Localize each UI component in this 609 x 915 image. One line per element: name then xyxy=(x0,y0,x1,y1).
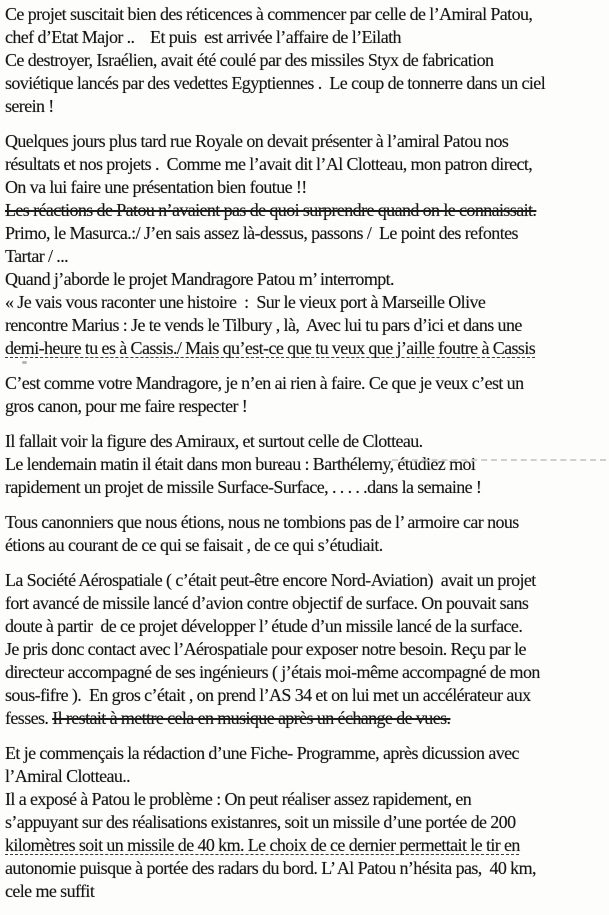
text-line xyxy=(5,638,609,661)
text-line xyxy=(5,534,609,557)
text-segment: résultats et nos projets . Comme me l’avait dit l’Al Clotteau, mon patron direct, xyxy=(5,154,533,174)
underlined-text: demi-heure tu es à Cassis./ Mais qu’est-ce que tu veux que j’aille foutre à Cassis xyxy=(5,338,536,358)
text-segment: Il a exposé à Patou le problème : On peut réaliser assez rapidement, en xyxy=(5,789,472,809)
text-line xyxy=(5,707,609,730)
text-line xyxy=(5,430,609,453)
paragraph xyxy=(5,372,609,418)
paragraph xyxy=(5,569,609,730)
text-line xyxy=(5,153,609,176)
text-segment: « Je vais vous raconter une histoire : Sur le vieux port à Marseille Olive xyxy=(5,292,486,312)
text-segment: étions au courant de ce qui se faisait , de ce qui s’étudiait. xyxy=(5,535,383,555)
text-segment: sous-fifre ). En gros c’était , on prend l’AS 34 et on lui met un accélérateur aux xyxy=(5,685,531,705)
text-line xyxy=(5,765,609,788)
text-segment: gros canon, pour me faire respecter ! xyxy=(5,396,248,416)
text-segment: La Société Aérospatiale ( c’était peut-être encore Nord-Aviation) avait un projet xyxy=(5,570,536,590)
text-line xyxy=(5,130,609,153)
text-segment: Il fallait voir la figure des Amiraux, et surtout celle de Clotteau. xyxy=(5,431,423,451)
paragraph xyxy=(5,130,609,360)
text-line xyxy=(5,26,609,49)
text-line xyxy=(5,176,609,199)
text-segment: soviétique lancés par des vedettes Egyptiennes . Le coup de tonnerre dans un ciel xyxy=(5,73,546,93)
text-line xyxy=(5,511,609,534)
paragraph xyxy=(5,430,609,499)
text-segment: l’Amiral Clotteau.. xyxy=(5,766,131,786)
text-line xyxy=(5,49,609,72)
text-line xyxy=(5,834,609,857)
text-line xyxy=(5,476,609,499)
paragraph xyxy=(5,742,609,903)
text-segment: C’est comme votre Mandragore, je n’en ai rien à faire. Ce que je veux c’est un xyxy=(5,373,524,393)
text-line xyxy=(5,337,609,360)
text-line xyxy=(5,95,609,118)
text-segment: fort avancé de missile lancé d’avion contre objectif de surface. On pouvait sans xyxy=(5,593,529,613)
text-segment: Ce projet suscitait bien des réticences à commencer par celle de l’Amiral Patou, xyxy=(5,4,533,24)
text-line xyxy=(5,569,609,592)
text-line xyxy=(5,857,609,880)
text-line xyxy=(5,742,609,765)
text-line xyxy=(5,291,609,314)
text-segment: Je pris donc contact avec l’Aérospatiale pour exposer notre besoin. Reçu par le xyxy=(5,639,526,659)
underlined-text: kilomètres soit un missile de 40 km. Le choix de ce dernier permettait le tir en xyxy=(5,835,520,855)
text-segment: doute à partir de ce projet développer l’ étude d’un missile lancé de la surface. xyxy=(5,616,523,636)
text-line xyxy=(5,72,609,95)
text-segment: Ce destroyer, Israélien, avait été coulé par des missiles Styx de fabrication xyxy=(5,50,494,70)
text-segment: Quand j’aborde le projet Mandragore Patou m’ interrompt. xyxy=(5,269,394,289)
text-segment: s’appuyant sur des réalisations existanres, soit un missile d’une portée de 200 xyxy=(5,812,516,832)
text-line xyxy=(5,222,609,245)
text-segment: Quelques jours plus tard rue Royale on devait présenter à l’amiral Patou nos xyxy=(5,131,509,151)
text-segment: Le lendemain matin il était dans mon bureau : Barthélemy, étudiez moi xyxy=(5,454,476,474)
text-segment: rencontre Marius : Je te vends le Tilbury , là, Avec lui tu pars d’ici et dans une xyxy=(5,315,522,335)
text-segment: Et je commençais la rédaction d’une Fiche- Programme, après dicussion avec xyxy=(5,743,519,763)
text-line xyxy=(5,811,609,834)
text-line xyxy=(5,314,609,337)
text-segment: Tous canonniers que nous étions, nous ne tombions pas de l’ armoire car nous xyxy=(5,512,519,532)
text-line xyxy=(5,592,609,615)
struck-text: Il restait à mettre cela en musique après un échange de vues. xyxy=(52,708,451,728)
text-segment: autonomie puisque à portée des radars du bord. L’ Al Patou n’hésita pas, 40 km, xyxy=(5,858,536,878)
struck-text: Les réactions de Patou n’avaient pas de quoi surprendre quand on le connaissait. xyxy=(5,200,537,220)
text-segment: On va lui faire une présentation bien foutue !! xyxy=(5,177,307,197)
text-segment: directeur accompagné de ses ingénieurs ( j’étais moi-même accompagné de mon xyxy=(5,662,540,682)
text-segment: serein ! xyxy=(5,96,54,116)
text-line xyxy=(5,661,609,684)
text-segment: Primo, le Masurca.:/ J’en sais assez là-dessus, passons / Le point des refontes xyxy=(5,223,518,243)
text-line xyxy=(5,453,609,476)
scan-artifact-dashed-line xyxy=(392,459,606,461)
text-line xyxy=(5,372,609,395)
text-segment: fesses. xyxy=(5,708,53,728)
scan-artifact-speck xyxy=(22,361,27,364)
text-line xyxy=(5,684,609,707)
paragraph xyxy=(5,3,609,118)
text-segment: cele me suffit xyxy=(5,881,95,901)
text-line xyxy=(5,615,609,638)
text-line xyxy=(5,880,609,903)
paragraph xyxy=(5,511,609,557)
text-line xyxy=(5,199,609,222)
text-line xyxy=(5,3,609,26)
text-segment: rapidement un projet de missile Surface-Surface, . . . . .dans la semaine ! xyxy=(5,477,482,497)
text-line xyxy=(5,395,609,418)
text-line xyxy=(5,245,609,268)
text-segment: Tartar / ... xyxy=(5,246,69,266)
text-line xyxy=(5,268,609,291)
text-line xyxy=(5,788,609,811)
text-segment: chef d’Etat Major .. Et puis est arrivée l’affaire de l’Eilath xyxy=(5,27,401,47)
